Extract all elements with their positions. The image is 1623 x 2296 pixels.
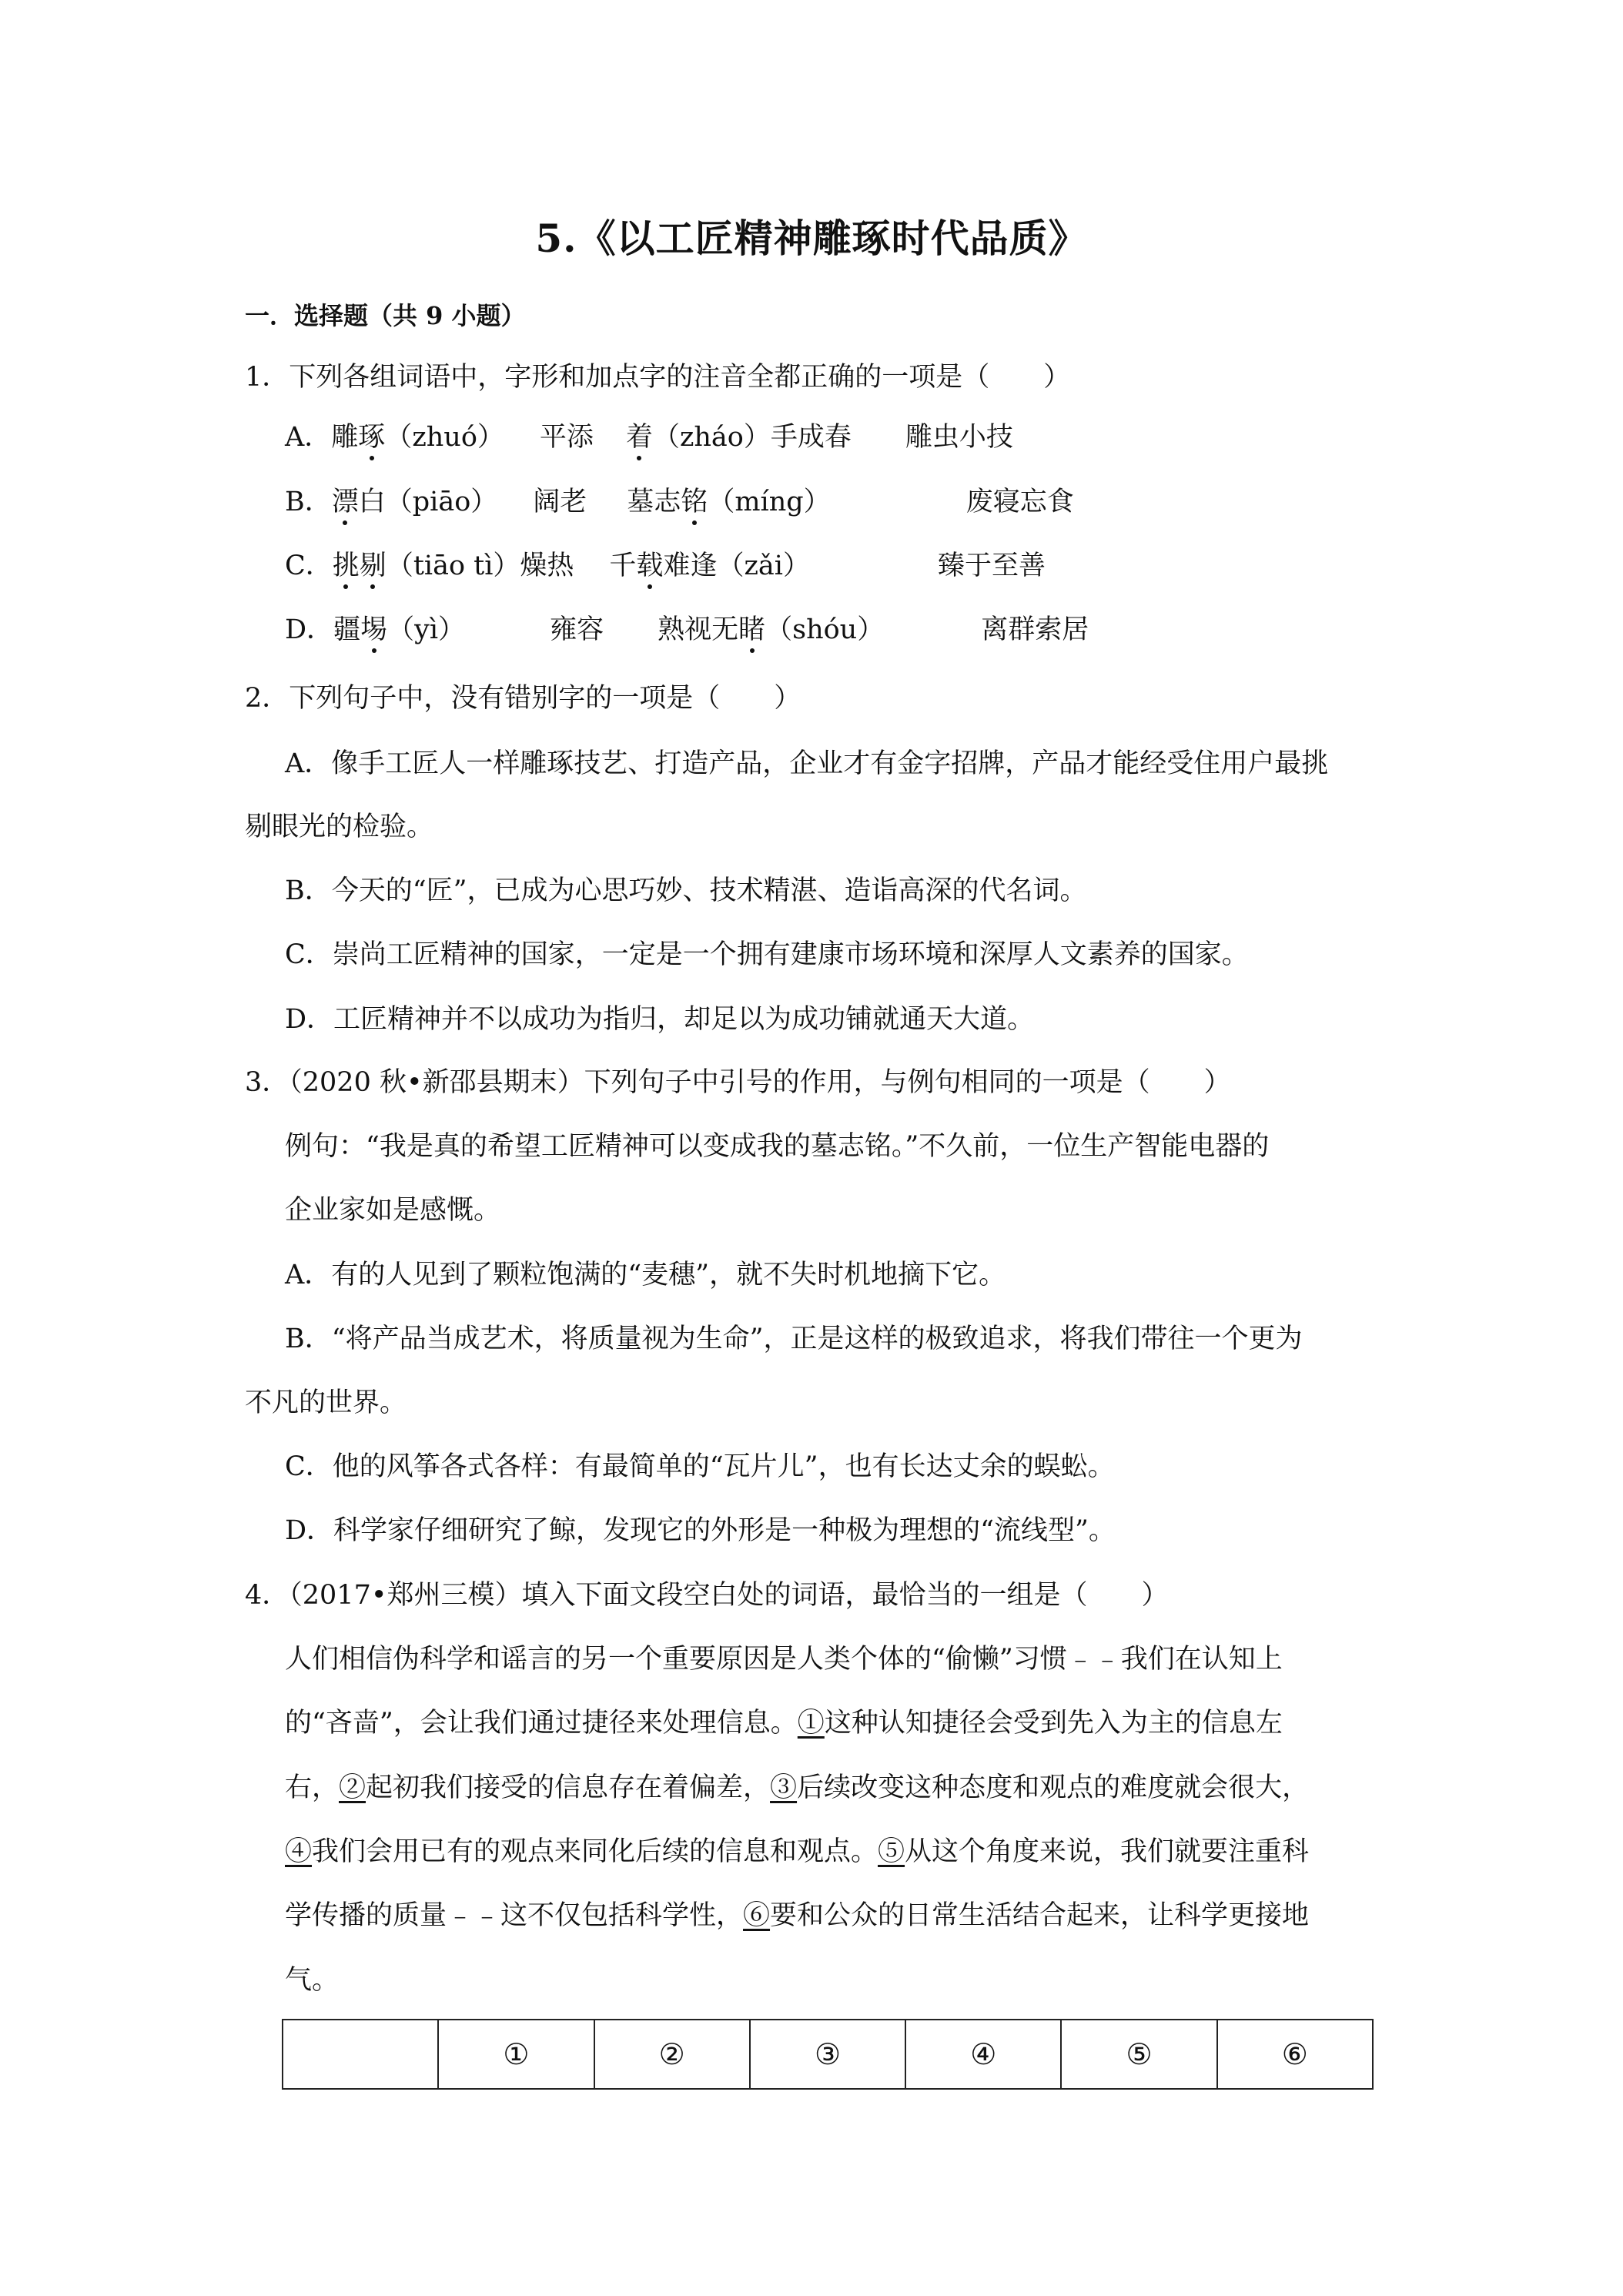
blank-3: ③: [770, 1772, 798, 1803]
question-2-option-a: A．像手工匠人一样雕琢技艺、打造产品，企业才有金字招牌，产品才能经受住用户最挑: [285, 748, 1329, 779]
question-3-option-b: B．“将产品当成艺术，将质量视为生命”，正是这样的极致追求，将我们带往一个更为: [285, 1324, 1303, 1354]
table-cell: ②: [594, 2020, 750, 2089]
question-4-passage-line: ④我们会用已有的观点来同化后续的信息和观点。⑤从这个角度来说，我们就要注重科: [285, 1836, 1310, 1867]
emphasis-dot-char: 剔: [359, 551, 387, 581]
emphasis-dot-char: 挑: [332, 551, 360, 581]
question-1-option-c: C．挑剔（tiāo tì）燥热 千载难逢（zǎi） 臻于至善: [285, 551, 1046, 581]
blank-1: ①: [797, 1708, 825, 1739]
emphasis-dot-char: 着: [625, 422, 653, 453]
question-2-option-b: B．今天的“匠”，已成为心思巧妙、技术精湛、造诣高深的代名词。: [285, 875, 1087, 906]
answer-table: [282, 2019, 1374, 2090]
question-1-option-b: B．漂白（piāo） 阔老 墓志铭（míng） 废寝忘食: [285, 487, 1074, 517]
blank-2: ②: [339, 1772, 366, 1803]
question-3-option-c: C．他的风筝各式各样：有最简单的“瓦片儿”，也有长达丈余的蜈蚣。: [285, 1451, 1115, 1482]
question-3-option-b-cont: 不凡的世界。: [245, 1387, 407, 1418]
emphasis-dot-char: 埸: [360, 614, 388, 645]
question-2-option-c: C．崇尚工匠精神的国家，一定是一个拥有建康市场环境和深厚人文素养的国家。: [285, 939, 1249, 970]
question-1-option-d: D．疆埸（yì） 雍容 熟视无睹（shóu） 离群索居: [285, 614, 1089, 645]
section-heading: 一．选择题（共 9 小题）: [245, 301, 526, 330]
table-row: [283, 2020, 1373, 2089]
blank-5: ⑤: [878, 1836, 905, 1867]
question-2-option-d: D．工匠精神并不以成功为指归，却足以为成功铺就通天大道。: [285, 1004, 1035, 1035]
blank-6: ⑥: [743, 1900, 771, 1931]
question-4-passage-line: 人们相信伪科学和谣言的另一个重要原因是人类个体的“偷懒”习惯﹣﹣我们在认知上: [285, 1644, 1283, 1675]
question-3-stem: 3．（2020 秋•新邵县期末）下列句子中引号的作用，与例句相同的一项是（ ）: [245, 1067, 1231, 1098]
question-4-stem: 4．（2017•郑州三模）填入下面文段空白处的词语，最恰当的一组是（ ）: [245, 1580, 1169, 1611]
question-3-example: 例句：“我是真的希望工匠精神可以变成我的墓志铭。”不久前，一位生产智能电器的: [285, 1131, 1270, 1162]
question-3-example-cont: 企业家如是感慨。: [285, 1195, 501, 1226]
question-4-passage-line: 的“吝啬”，会让我们通过捷径来处理信息。①这种认知捷径会受到先入为主的信息左: [285, 1708, 1283, 1739]
question-3-option-d: D．科学家仔细研究了鲸，发现它的外形是一种极为理想的“流线型”。: [285, 1515, 1116, 1546]
question-2-option-a-cont: 剔眼光的检验。: [245, 812, 434, 842]
emphasis-dot-char: 漂: [331, 487, 359, 517]
table-cell: ⑤: [1061, 2020, 1216, 2089]
question-1-option-a: A．雕琢（zhuó） 平添 着（zháo）手成春 雕虫小技: [285, 422, 1013, 453]
table-cell: ⑥: [1217, 2020, 1373, 2089]
emphasis-dot-char: 睹: [738, 614, 766, 645]
emphasis-dot-char: 载: [636, 551, 664, 581]
table-cell: ①: [438, 2020, 594, 2089]
table-cell: ④: [905, 2020, 1061, 2089]
blank-4: ④: [285, 1836, 313, 1867]
question-4-passage-line: 气。: [285, 1965, 340, 1996]
page-title: 5.《以工匠精神雕琢时代品质》: [535, 216, 1088, 261]
question-2-stem: 2．下列句子中，没有错别字的一项是（ ）: [245, 683, 801, 714]
question-4-passage-line: 右，②起初我们接受的信息存在着偏差，③后续改变这种态度和观点的难度就会很大，: [285, 1772, 1310, 1803]
table-cell: ③: [750, 2020, 905, 2089]
table-cell: [283, 2020, 438, 2089]
question-3-option-a: A．有的人见到了颗粒饱满的“麦穗”，就不失时机地摘下它。: [285, 1260, 1006, 1290]
emphasis-dot-char: 琢: [358, 422, 386, 453]
emphasis-dot-char: 铭: [681, 487, 708, 517]
question-4-passage-line: 学传播的质量﹣﹣这不仅包括科学性，⑥要和公众的日常生活结合起来，让科学更接地: [285, 1900, 1310, 1931]
question-1-stem: 1．下列各组词语中，字形和加点字的注音全都正确的一项是（ ）: [245, 362, 1071, 393]
